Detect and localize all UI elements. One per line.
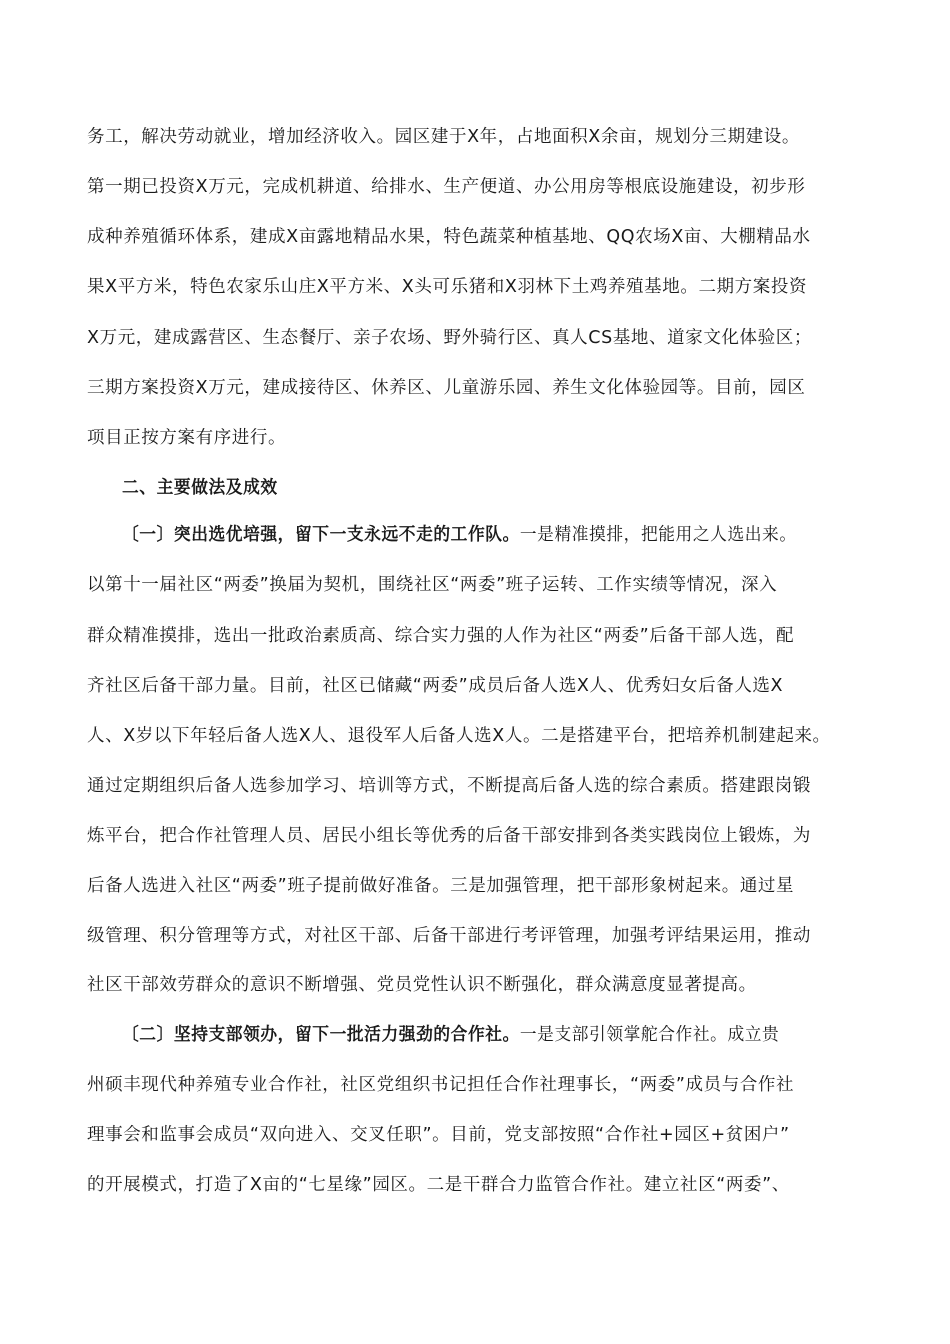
p1-line-7: 项目正按方案有序进行。 xyxy=(87,428,287,448)
p2-line-7: 炼平台，把合作社管理人员、居民小组长等优秀的后备干部安排到各类实践岗位上锻炼，为 xyxy=(87,826,811,846)
p3-line-3: 理事会和监事会成员“双向进入、交叉任职”。目前，党支部按照“合作社+园区+贫困户” xyxy=(87,1125,790,1145)
p1-line-1: 务工，解决劳动就业，增加经济收入。园区建于X年，占地面积X余亩，规划分三期建设。 xyxy=(87,127,800,147)
p3-lead-rest: 一是支部引领掌舵合作社。成立贵 xyxy=(519,1025,780,1045)
p3-lead-bold: 〔二〕坚持支部领办，留下一批活力强劲的合作社。 xyxy=(122,1025,520,1045)
p2-line-6: 通过定期组织后备人选参加学习、培训等方式，不断提高后备人选的综合素质。搭建跟岗锻 xyxy=(87,776,811,796)
p2-line-5: 人、X岁以下年轻后备人选X人、退役军人后备人选X人。二是搭建平台，把培养机制建起来。 xyxy=(87,726,831,746)
p3-line-2: 州硕丰现代种养殖专业合作社，社区党组织书记担任合作社理事长，“两委”成员与合作社 xyxy=(87,1075,795,1095)
p3-line-1 xyxy=(122,1020,877,1050)
p2-line-1 xyxy=(122,520,877,550)
p1-line-2: 第一期已投资X万元，完成机耕道、给排水、生产便道、办公用房等根底设施建设，初步形 xyxy=(87,177,806,197)
p2-lead-rest: 一是精准摸排，把能用之人选出来。 xyxy=(519,525,797,545)
p2-line-2: 以第十一届社区“两委”换届为契机，围绕社区“两委”班子运转、工作实绩等情况，深入 xyxy=(87,575,778,595)
p2-line-8: 后备人选进入社区“两委”班子提前做好准备。三是加强管理，把干部形象树起来。通过星 xyxy=(87,876,795,896)
p2-line-9: 级管理、积分管理等方式，对社区干部、后备干部进行考评管理，加强考评结果运用，推动 xyxy=(87,926,811,946)
p2-line-4: 齐社区后备干部力量。目前，社区已储藏“两委”成员后备人选X人、优秀妇女后备人选X xyxy=(87,676,784,696)
p3-line-4: 的开展模式，打造了X亩的“七星缘”园区。二是干群合力监管合作社。建立社区“两委”、 xyxy=(87,1175,790,1195)
p1-line-6: 三期方案投资X万元，建成接待区、休养区、儿童游乐园、养生文化体验园等。目前，园区 xyxy=(87,378,806,398)
p2-lead-bold: 〔一〕突出选优培强，留下一支永远不走的工作队。 xyxy=(122,525,520,545)
p1-line-3: 成种养殖循环体系，建成X亩露地精品水果，特色蔬菜种植基地、QQ农场X亩、大棚精品水 xyxy=(87,227,811,247)
p2-line-10: 社区干部效劳群众的意识不断增强、党员党性认识不断强化，群众满意度显著提高。 xyxy=(87,975,757,995)
p2-line-3: 群众精准摸排，选出一批政治素质高、综合实力强的人作为社区“两委”后备干部人选，配 xyxy=(87,626,795,646)
section-heading: 二、主要做法及成效 xyxy=(122,478,278,498)
p1-line-4: 果X平方米，特色农家乐山庄X平方米、X头可乐猪和X羽林下土鸡养殖基地。二期方案投资 xyxy=(87,277,808,297)
p1-line-5: X万元，建成露营区、生态餐厅、亲子农场、野外骑行区、真人CS基地、道家文化体验区； xyxy=(87,328,812,348)
